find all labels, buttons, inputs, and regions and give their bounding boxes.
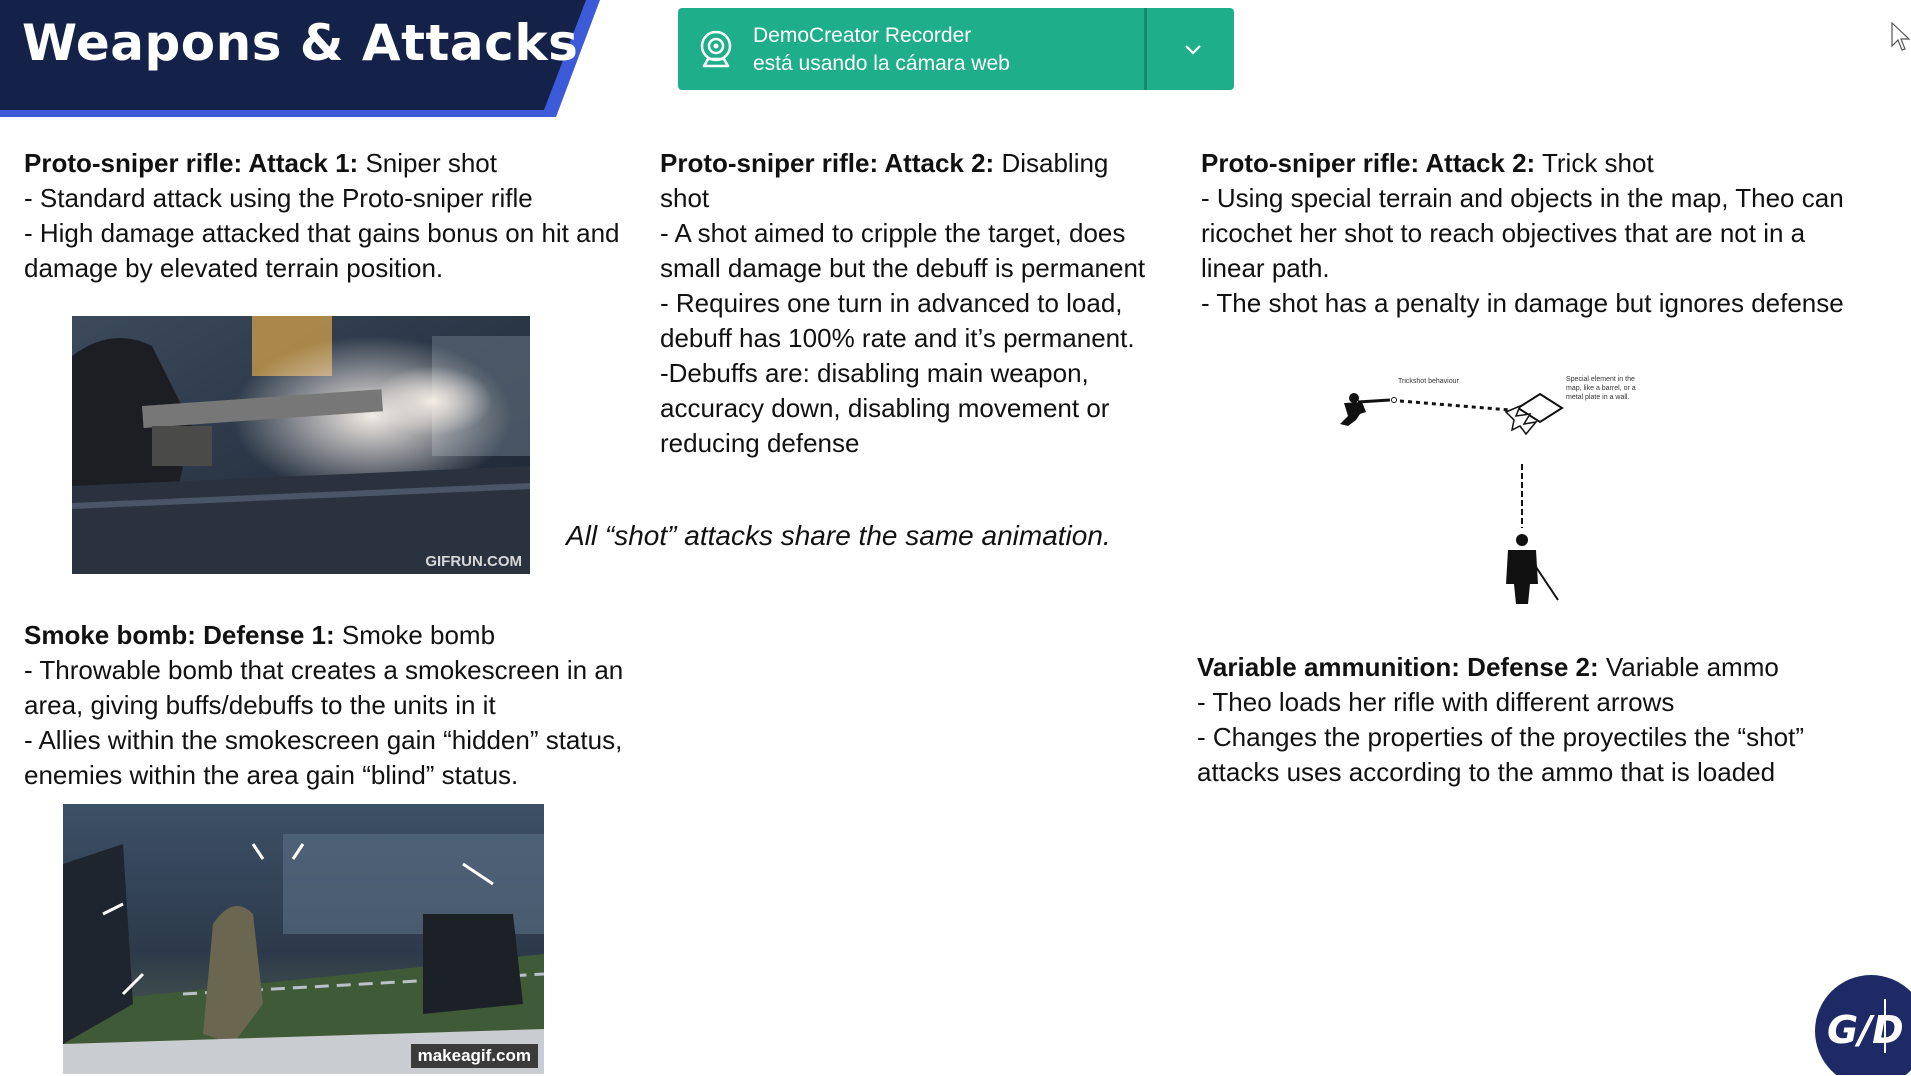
gif-watermark: GIFRUN.COM [425, 553, 522, 570]
ammo-line: - Changes the properties of the proyectiles the “shot” attacks uses according to the ammo that is loaded [1197, 722, 1804, 787]
attack1-subtitle: Sniper shot [358, 148, 497, 178]
attack1-heading: Proto-sniper rifle: Attack 1: [24, 148, 359, 178]
diagram-label-left: Trickshot behaviour [1398, 378, 1459, 385]
diagram-label-right: map, like a barrel, or a [1566, 385, 1636, 392]
trick-heading: Proto-sniper rifle: Attack 2: [1201, 148, 1536, 178]
smoke-line: - Throwable bomb that creates a smokescreen in an area, giving buffs/debuffs to the units in it [24, 655, 624, 720]
gd-skills-logo-icon [1815, 975, 1911, 1075]
recorder-app-name: DemoCreator Recorder [753, 24, 972, 47]
shared-animation-note: All “shot” attacks share the same animation. [566, 520, 1111, 551]
disabling-heading: Proto-sniper rifle: Attack 2: [660, 148, 995, 178]
attack1-line: - Standard attack using the Proto-sniper rifle [24, 183, 533, 213]
ricochet-object-icon [1506, 394, 1562, 434]
knight-silhouette-icon [1506, 534, 1558, 604]
svg-text:G/D: G/D [1827, 1008, 1904, 1052]
disabling-shot-block [660, 146, 1160, 461]
smoke-line: - Allies within the smokescreen gain “hidden” status, enemies within the area gain “blind” status. [24, 725, 623, 790]
attack1-block [24, 146, 644, 286]
disabling-line: - Requires one turn in advanced to load, debuff has 100% rate and it’s permanent. [660, 288, 1135, 353]
sniper-scene-illustration [72, 316, 530, 574]
diagram-label-right: metal plate in a wall. [1566, 394, 1630, 401]
trick-subtitle: Trick shot [1535, 148, 1654, 178]
recorder-divider [1144, 8, 1147, 90]
gif-watermark: makeagif.com [411, 1044, 538, 1068]
disabling-subtitle: Disabling shot [660, 148, 1109, 213]
ammo-subtitle: Variable ammo [1598, 652, 1779, 682]
mouse-cursor-icon [1891, 22, 1911, 54]
webcam-icon [698, 30, 734, 68]
trick-line: - The shot has a penalty in damage but ignores defense [1201, 288, 1844, 318]
smoke-bomb-gif [63, 804, 544, 1074]
trickshot-diagram [1330, 368, 1670, 618]
diagram-label-right: Special element in the [1566, 376, 1635, 383]
smoke-subtitle: Smoke bomb [334, 620, 496, 650]
trick-line: - Using special terrain and objects in the map, Theo can ricochet her shot to reach objectives that are not in a linear path. [1201, 183, 1844, 283]
smoke-heading: Smoke bomb: Defense 1: [24, 620, 335, 650]
page-title: Weapons & Attacks [22, 14, 579, 72]
attack1-line: - High damage attacked that gains bonus on hit and damage by elevated terrain position. [24, 218, 620, 283]
recorder-notification[interactable] [678, 8, 1234, 90]
disabling-line: -Debuffs are: disabling main weapon, accuracy down, disabling movement or reducing defense [660, 358, 1110, 458]
smoke-bomb-block [24, 618, 684, 793]
ammo-heading: Variable ammunition: Defense 2: [1197, 652, 1599, 682]
trick-shot-block [1201, 146, 1851, 321]
recorder-status: está usando la cámara web [753, 52, 1010, 75]
sniper-shot-gif [72, 316, 530, 574]
ammo-line: - Theo loads her rifle with different arrows [1197, 687, 1675, 717]
sniper-silhouette-icon [1340, 393, 1390, 426]
disabling-line: - A shot aimed to cripple the target, does small damage but the debuff is permanent [660, 218, 1146, 283]
chevron-down-icon[interactable] [1180, 36, 1206, 62]
variable-ammo-block [1197, 650, 1857, 790]
smoke-scene-illustration [63, 804, 544, 1074]
